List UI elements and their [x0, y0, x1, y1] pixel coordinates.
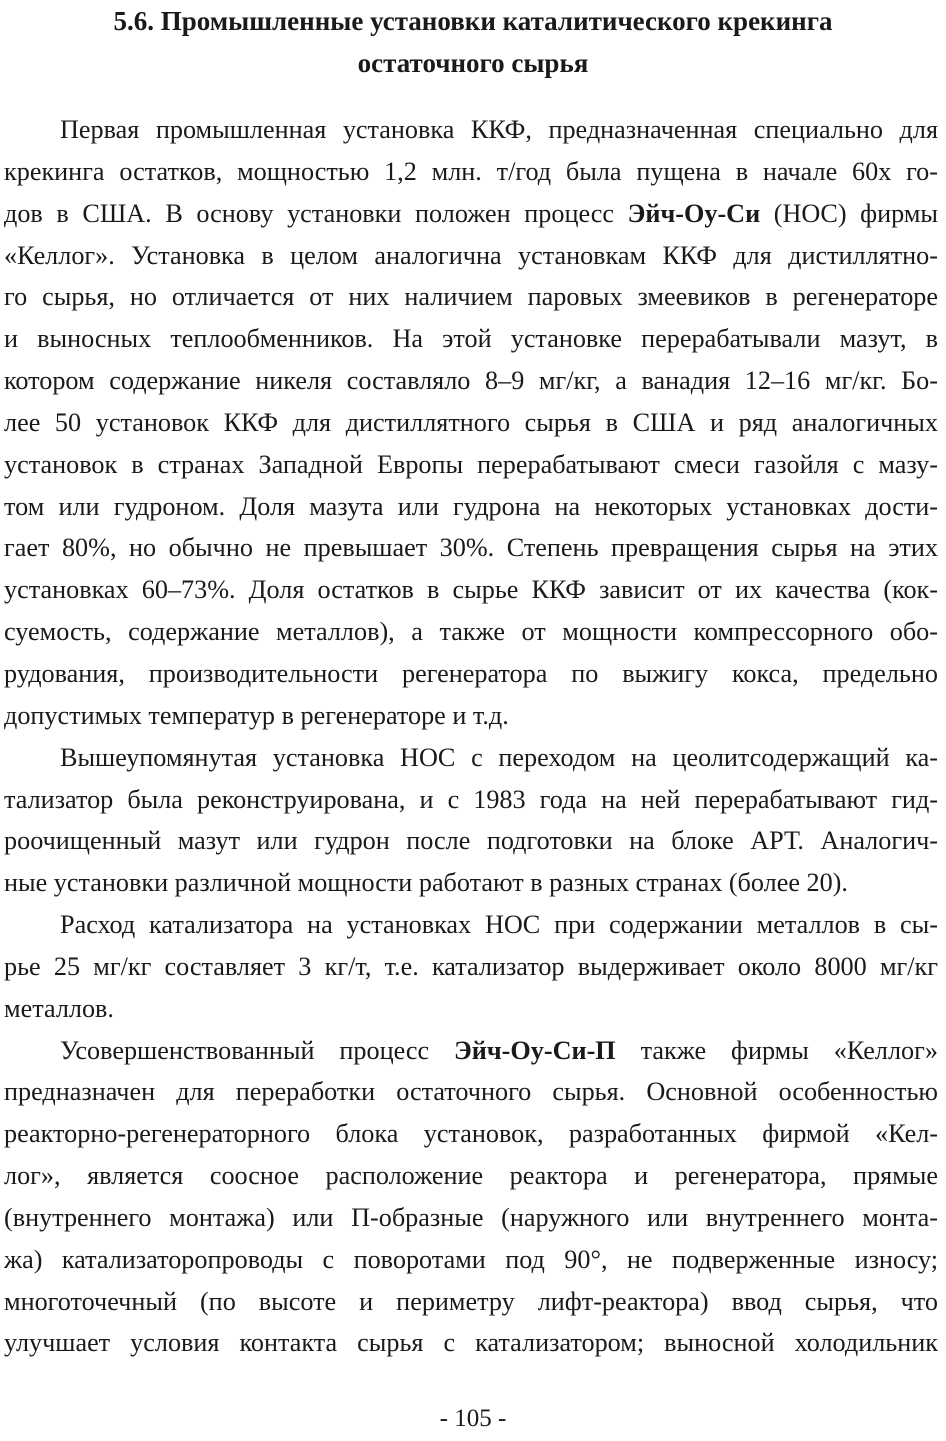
paragraph — [4, 109, 938, 737]
text-line: суемость, содержание металлов), а также от мощности компрессорного обо- — [4, 617, 938, 647]
text-line: дов в США. В основу установки положен процесс Эйч-Оу-Си (HOC) фирмы — [4, 198, 938, 228]
text-line: многоточечный (по высоте и периметру лифт-реактора) ввод сырья, что — [4, 1286, 938, 1316]
text-line: жа) катализаторопроводы с поворотами под 90°, не подверженные износу; — [4, 1244, 938, 1274]
text-line: реакторно-регенераторного блока установок, разработанных фирмой «Кел- — [4, 1119, 938, 1149]
text-line: ные установки различной мощности работают в разных странах (более 20). — [4, 868, 848, 898]
body-text — [4, 109, 938, 1364]
text-line: Вышеупомянутая установка HOC с переходом на цеолитсодержащий ка- — [60, 742, 938, 772]
text-line: рудования, производительности регенератора по выжигу кокса, предельно — [4, 658, 938, 688]
text-line: предназначен для переработки остаточного сырья. Основной особенностью — [4, 1077, 938, 1107]
heading-line-2: остаточного сырья — [357, 48, 589, 78]
text-line: металлов. — [4, 993, 114, 1023]
page-number: - 105 - — [439, 1405, 507, 1432]
text-line: Усовершенствованный процесс Эйч-Оу-Си-П также фирмы «Келлог» — [60, 1035, 938, 1065]
text-line: крекинга остатков, мощностью 1,2 млн. т/год была пущена в начале 60х го- — [4, 156, 938, 186]
paragraph — [4, 737, 938, 904]
text-line: рье 25 мг/кг составляет 3 кг/т, т.е. катализатор выдерживает около 8000 мг/кг — [4, 951, 938, 981]
text-line: го сырья, но отличается от них наличием паровых змеевиков в регенераторе — [4, 282, 938, 312]
process-name: Эйч-Оу-Си — [627, 198, 761, 228]
text-line: лог», является соосное расположение реактора и регенератора, прямые — [4, 1161, 938, 1191]
text-line: и выносных теплообменников. На этой установке перерабатывали мазут, в — [4, 324, 938, 354]
text-line: Расход катализатора на установках HOC при содержании металлов в сы- — [60, 910, 938, 940]
text-line: лее 50 установок ККФ для дистиллятного сырья в США и ряд аналогичных — [4, 407, 938, 437]
text-line: том или гудроном. Доля мазута или гудрона на некоторых установках дости- — [4, 491, 938, 521]
paragraph — [4, 1030, 938, 1365]
text-line: тализатор была реконструирована, и с 1983 года на ней перерабатывают гид- — [4, 784, 938, 814]
text-line: (внутреннего монтажа) или П-образные (наружного или внутреннего монта- — [4, 1202, 938, 1232]
text-line: установок в странах Западной Европы перерабатывают смеси газойля с мазу- — [4, 449, 938, 479]
section-heading — [0, 0, 946, 84]
text-line: улучшает условия контакта сырья с катализатором; выносной холодильник — [4, 1328, 938, 1358]
text-line: котором содержание никеля составляло 8–9 мг/кг, а ванадия 12–16 мг/кг. Бо- — [4, 366, 938, 396]
text-line: гает 80%, но обычно не превышает 30%. Степень превращения сырья на этих — [4, 533, 938, 563]
text-line: Первая промышленная установка ККФ, предназначенная специально для — [60, 115, 938, 144]
text-line: установках 60–73%. Доля остатков в сырье ККФ зависит от их качества (кок- — [4, 575, 938, 605]
text-line: допустимых температур в регенераторе и т.д. — [4, 700, 509, 730]
paragraph — [4, 904, 938, 1030]
text-line: «Келлог». Установка в целом аналогична установкам ККФ для дистиллятно- — [4, 240, 938, 270]
text-line: роочищенный мазут или гудрон после подготовки на блоке АРТ. Аналогич- — [4, 826, 938, 856]
heading-line-1: 5.6. Промышленные установки каталитического крекинга — [113, 6, 833, 36]
process-name: Эйч-Оу-Си-П — [454, 1035, 616, 1065]
